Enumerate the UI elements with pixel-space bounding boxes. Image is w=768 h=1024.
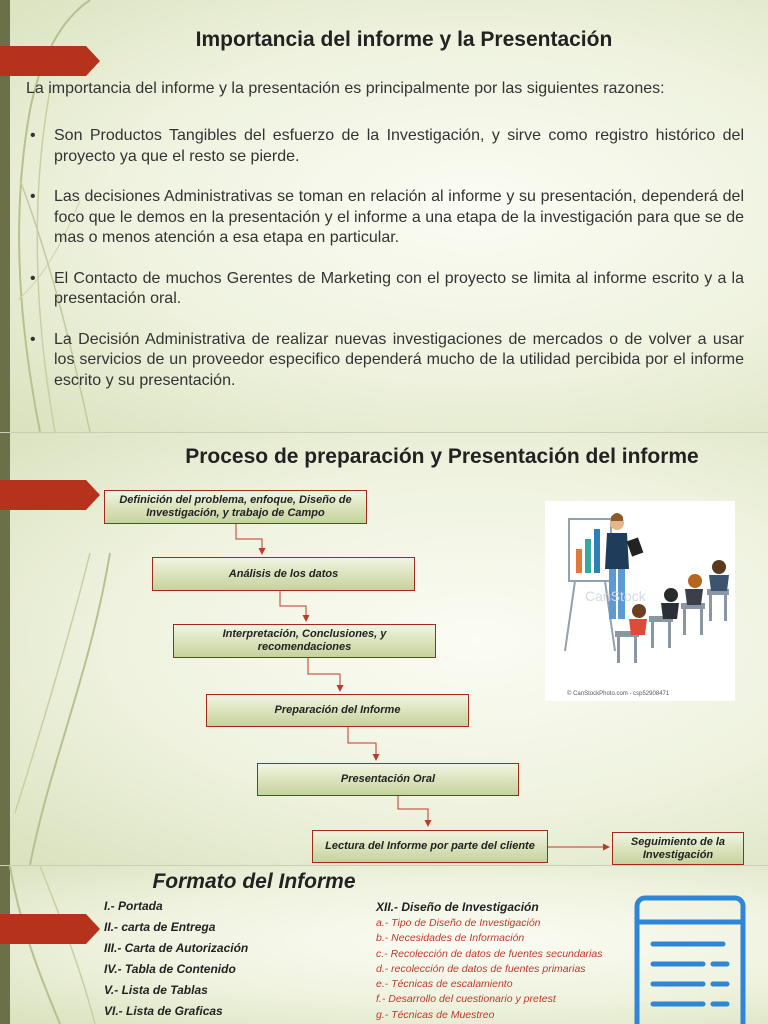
flow-step-seguimiento: Seguimiento de la Investigación <box>612 832 744 865</box>
bullet-text: Las decisiones Administrativas se toman en relación al informe y su presentación, dependerá del foco que le demos en la presentación y el informe a una etapa de la investigación para que se de mas o menos atención a esa etapa en particular. <box>54 188 744 246</box>
format-sections-list <box>104 896 248 1022</box>
title-arrow-tab <box>0 914 100 944</box>
flow-step-presentacion-oral: Presentación Oral <box>257 763 519 796</box>
slide-title: Importancia del informe y la Presentación <box>195 28 613 51</box>
bullet-text: La Decisión Administrativa de realizar nuevas investigaciones de mercados o de volver a usar los servicios de un proveedor especifico dependerá mucho de la utilidad percibida por el informe escrito y su presentación. <box>54 330 744 389</box>
subsection-heading: XII.- Diseño de Investigación <box>376 900 539 914</box>
bullet-text: Son Productos Tangibles del esfuerzo de la Investigación, y sirve como registro histórico del proyecto ya que el resto se pierde. <box>54 127 744 165</box>
bullet-text: El Contacto de muchos Gerentes de Marketing con el proyecto se limita al informe escrito y a la presentación oral. <box>54 269 744 307</box>
list-item: IV.- Tabla de Contenido <box>104 962 236 976</box>
presentation-illustration <box>545 501 735 701</box>
list-item <box>28 269 744 310</box>
list-item: d.- recolección de datos de fuentes primarias <box>376 962 586 975</box>
list-item <box>28 126 744 167</box>
watermark-text: CanStock <box>585 588 646 604</box>
slide-importancia <box>0 0 768 432</box>
flow-step-definicion: Definición del problema, enfoque, Diseño de Investigación, y trabajo de Campo <box>104 490 367 524</box>
presenter-audience-image <box>545 501 735 701</box>
list-item: I.- Portada <box>104 899 163 913</box>
list-item: III.- Carta de Autorización <box>104 941 249 955</box>
list-item: e.- Técnicas de escalamiento <box>376 978 513 991</box>
list-item: VI.- Lista de Graficas <box>104 1004 223 1018</box>
design-subsections <box>376 900 602 1023</box>
document-list-icon <box>633 894 747 1024</box>
intro-text: La importancia del informe y la presentación es principalmente por las siguientes razones: <box>26 80 665 97</box>
flow-step-preparacion: Preparación del Informe <box>206 694 469 727</box>
list-item: a.- Tipo de Diseño de Investigación <box>376 917 541 929</box>
list-item <box>28 187 744 249</box>
bullet-marker: • <box>30 330 36 348</box>
slide-formato <box>0 866 768 1024</box>
bullet-marker: • <box>30 269 36 287</box>
flow-step-analisis: Análisis de los datos <box>152 557 415 591</box>
reasons-list <box>28 126 744 411</box>
list-item: b.- Necesidades de Información <box>376 932 525 945</box>
list-item: f.- Desarrollo del cuestionario y pretest <box>376 993 556 1006</box>
image-caption: © CanStockPhoto.com - csp52908471 <box>567 691 670 697</box>
slide-title: Formato del Informe <box>152 870 356 893</box>
bullet-marker: • <box>30 127 36 144</box>
bullet-marker: • <box>30 188 36 205</box>
flow-step-lectura: Lectura del Informe por parte del cliente <box>312 830 548 863</box>
list-item: c.- Recolección de datos de fuentes secundarias <box>376 947 603 960</box>
list-item: II.- carta de Entrega <box>104 920 216 934</box>
list-item <box>28 330 744 392</box>
list-item: g.- Técnicas de Muestreo <box>376 1008 495 1021</box>
slide-title: Proceso de preparación y Presentación del informe <box>185 445 699 468</box>
list-item: V.- Lista de Tablas <box>104 983 208 997</box>
flow-step-interpretacion: Interpretación, Conclusiones, y recomendaciones <box>173 624 436 658</box>
slide-proceso <box>0 433 768 865</box>
